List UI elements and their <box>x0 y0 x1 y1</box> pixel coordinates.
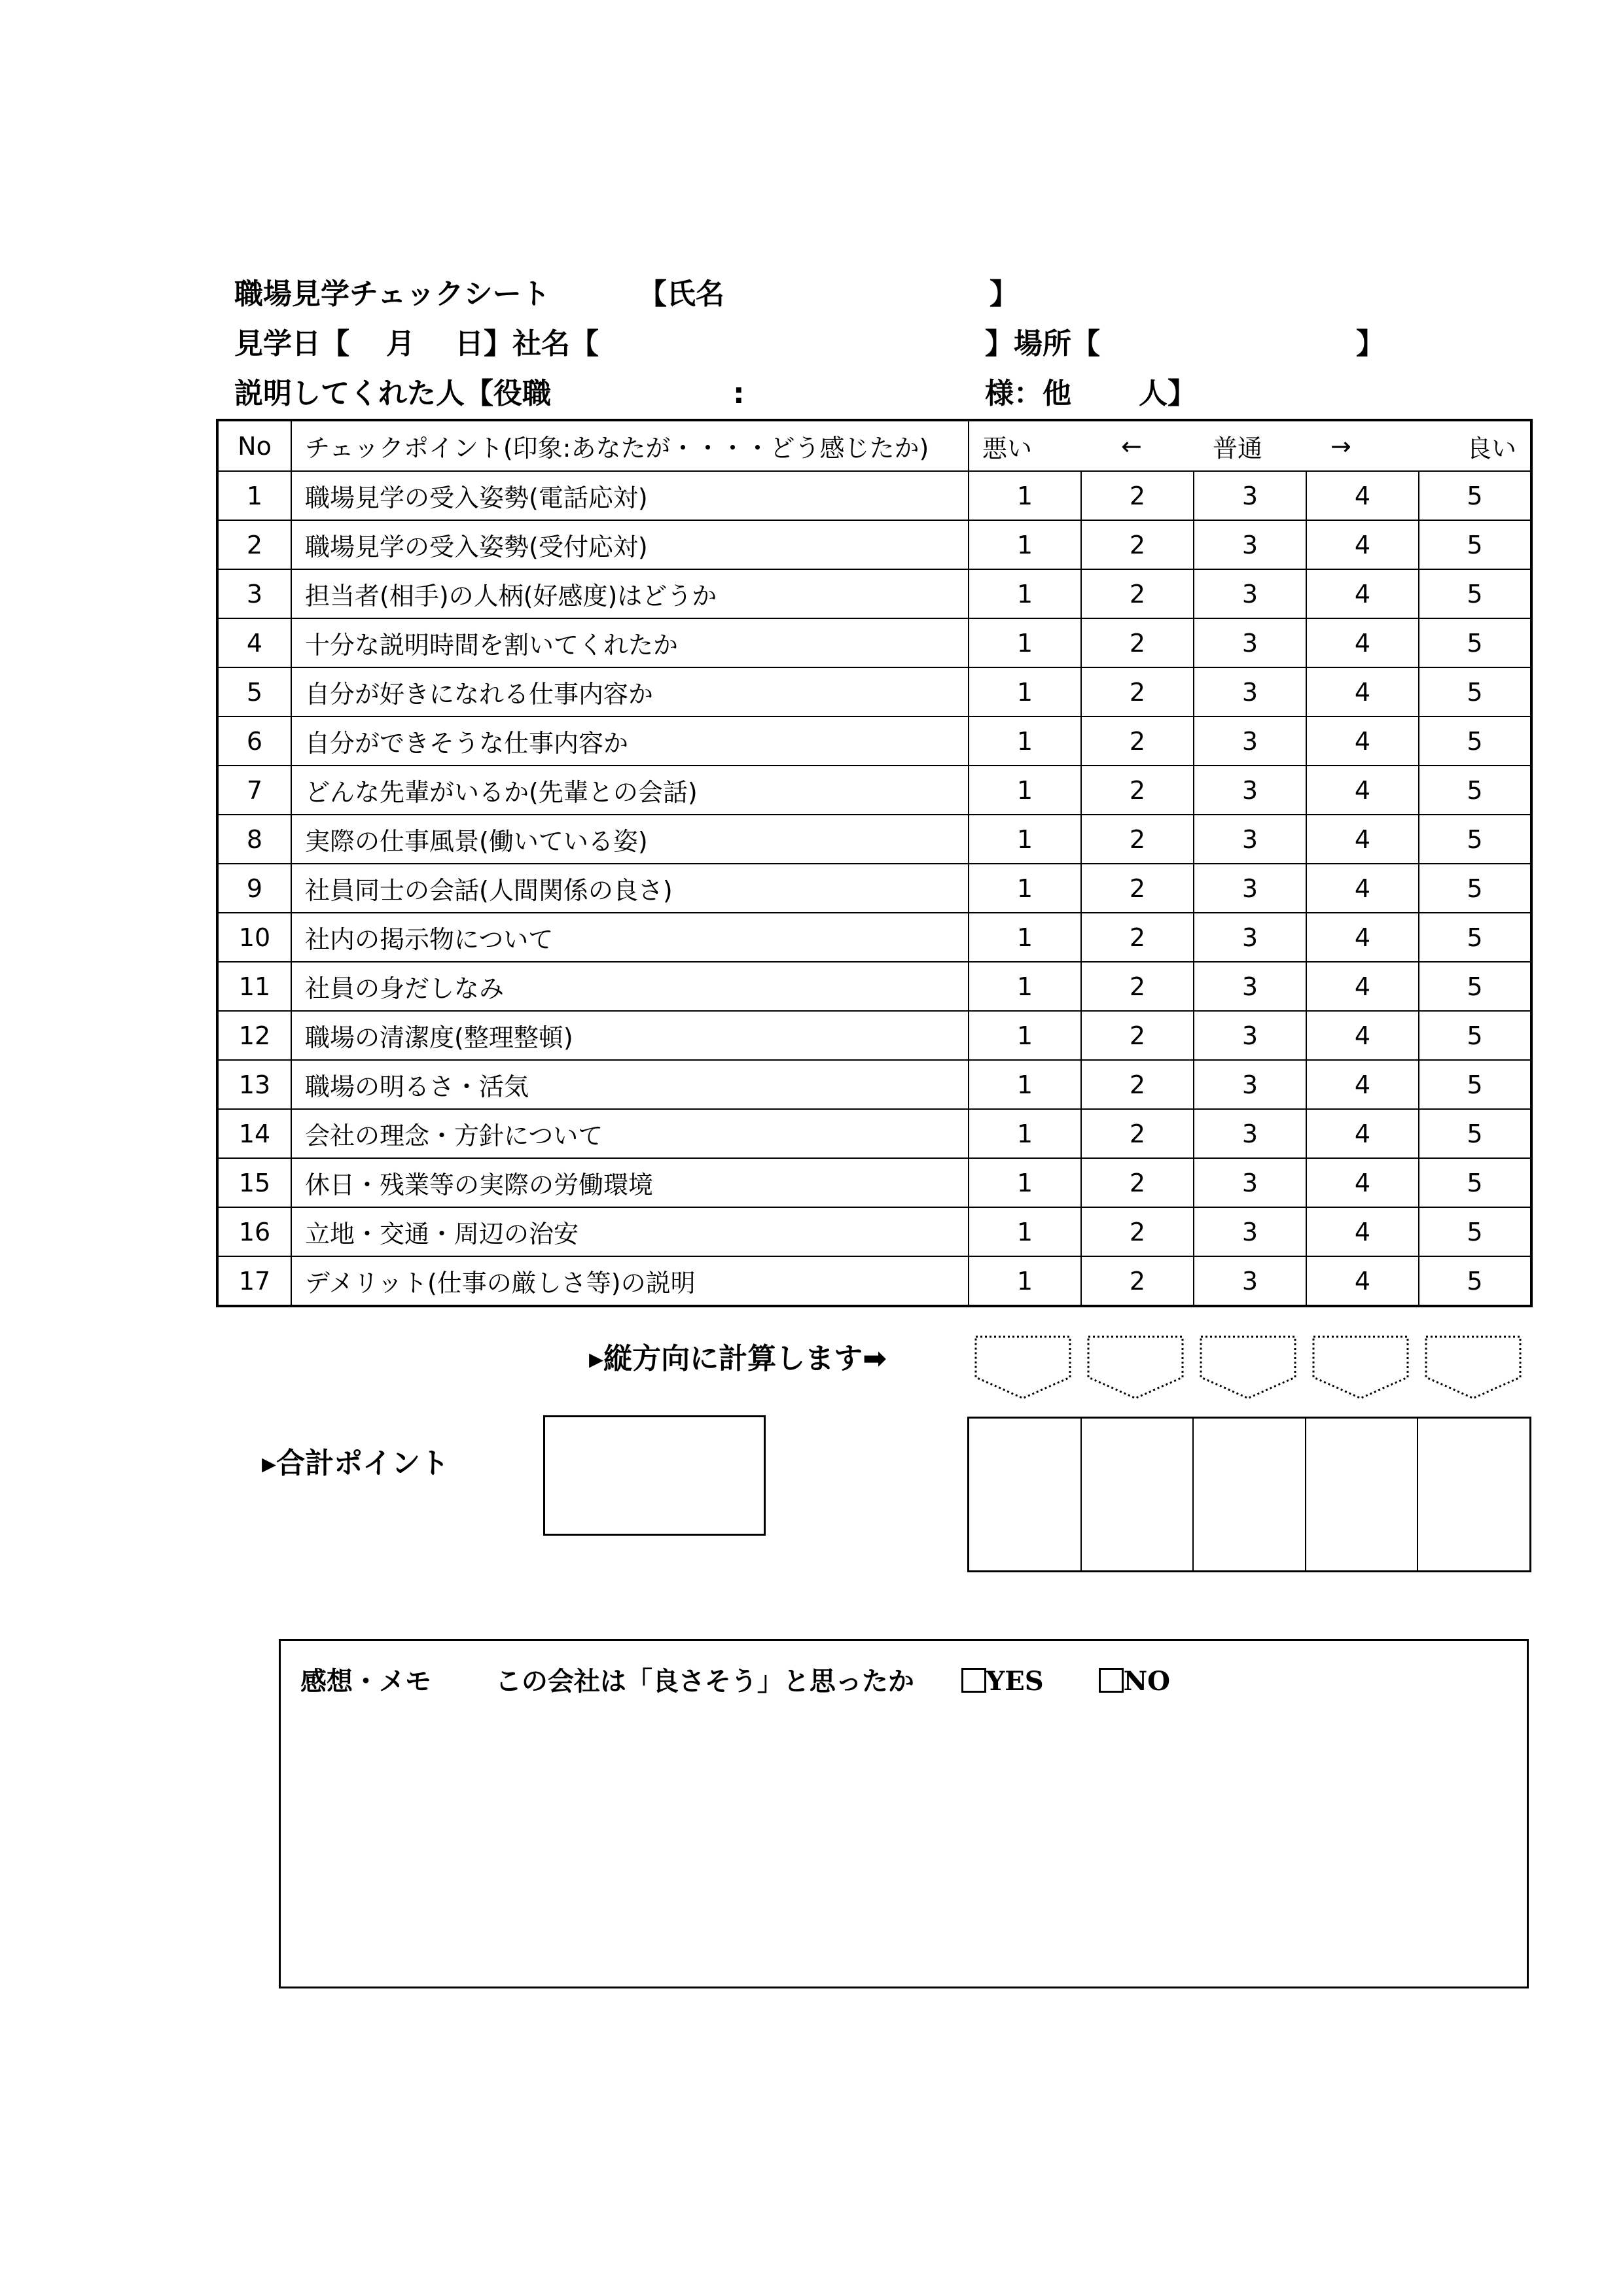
score-option-5[interactable]: 5 <box>1419 815 1531 864</box>
explainer-label: 説明してくれた人【役職 <box>234 377 551 410</box>
score-option-1[interactable]: 1 <box>969 520 1081 569</box>
score-option-4[interactable]: 4 <box>1306 716 1419 766</box>
score-option-1[interactable]: 1 <box>969 962 1081 1011</box>
score-option-1[interactable]: 1 <box>969 1109 1081 1158</box>
score-option-5[interactable]: 5 <box>1419 1060 1531 1109</box>
score-option-2[interactable]: 2 <box>1081 962 1194 1011</box>
check-table <box>216 419 1533 1307</box>
score-option-2[interactable]: 2 <box>1081 864 1194 913</box>
row-number: 14 <box>217 1109 291 1158</box>
no-checkbox[interactable] <box>1099 1668 1124 1693</box>
score-option-2[interactable]: 2 <box>1081 913 1194 962</box>
score-option-1[interactable]: 1 <box>969 1207 1081 1256</box>
check-item: デメリット(仕事の厳しさ等)の説明 <box>291 1256 969 1306</box>
score-option-5[interactable]: 5 <box>1419 520 1531 569</box>
score-option-5[interactable]: 5 <box>1419 716 1531 766</box>
memo-header <box>300 1661 1170 1698</box>
score-option-2[interactable]: 2 <box>1081 1011 1194 1060</box>
score-option-3[interactable]: 3 <box>1194 962 1306 1011</box>
score-option-4[interactable]: 4 <box>1306 1060 1419 1109</box>
score-option-5[interactable]: 5 <box>1419 913 1531 962</box>
score-option-1[interactable]: 1 <box>969 815 1081 864</box>
score-option-4[interactable]: 4 <box>1306 864 1419 913</box>
score-option-2[interactable]: 2 <box>1081 618 1194 667</box>
score-option-1[interactable]: 1 <box>969 471 1081 520</box>
table-row <box>217 913 1531 962</box>
row-number: 11 <box>217 962 291 1011</box>
place-label: 】場所【 <box>985 327 1100 361</box>
column-sum-grid <box>967 1417 1531 1572</box>
score-option-1[interactable]: 1 <box>969 913 1081 962</box>
table-header-row <box>217 420 1531 471</box>
check-item: 実際の仕事風景(働いている姿) <box>291 815 969 864</box>
table-row <box>217 766 1531 815</box>
memo-label: 感想・メモ <box>300 1666 431 1697</box>
scale-right-arrow: → <box>1330 431 1351 461</box>
score-option-3[interactable]: 3 <box>1194 913 1306 962</box>
row-number: 13 <box>217 1060 291 1109</box>
sama-label: 様：他 <box>985 377 1071 410</box>
table-row <box>217 667 1531 716</box>
check-item: 会社の理念・方針について <box>291 1109 969 1158</box>
table-row <box>217 1158 1531 1207</box>
row-number: 16 <box>217 1207 291 1256</box>
pentagon-marker-5 <box>1424 1335 1522 1400</box>
item-header: チェックポイント(印象:あなたが・・・・どう感じたか) <box>291 420 969 471</box>
score-option-5[interactable]: 5 <box>1419 471 1531 520</box>
score-option-5[interactable]: 5 <box>1419 1011 1531 1060</box>
score-option-2[interactable]: 2 <box>1081 1256 1194 1306</box>
no-label: NO <box>1123 1666 1170 1697</box>
scale-normal-label: 普通 <box>1213 434 1263 463</box>
sum-cell-5[interactable] <box>1417 1419 1529 1570</box>
score-option-1[interactable]: 1 <box>969 1011 1081 1060</box>
row-number: 10 <box>217 913 291 962</box>
table-row <box>217 962 1531 1011</box>
score-option-2[interactable]: 2 <box>1081 815 1194 864</box>
score-option-4[interactable]: 4 <box>1306 618 1419 667</box>
score-option-5[interactable]: 5 <box>1419 1207 1531 1256</box>
score-option-1[interactable]: 1 <box>969 618 1081 667</box>
score-option-1[interactable]: 1 <box>969 766 1081 815</box>
score-option-1[interactable]: 1 <box>969 1158 1081 1207</box>
score-option-3[interactable]: 3 <box>1194 1109 1306 1158</box>
score-option-2[interactable]: 2 <box>1081 569 1194 618</box>
score-option-3[interactable]: 3 <box>1194 520 1306 569</box>
check-item: どんな先輩がいるか(先輩との会話) <box>291 766 969 815</box>
score-option-5[interactable]: 5 <box>1419 1158 1531 1207</box>
memo-question: この会社は「良さそう」と思ったか <box>495 1666 914 1697</box>
score-option-4[interactable]: 4 <box>1306 1158 1419 1207</box>
score-option-2[interactable]: 2 <box>1081 1109 1194 1158</box>
check-item: 自分ができそうな仕事内容か <box>291 716 969 766</box>
row-number: 1 <box>217 471 291 520</box>
calc-instruction: ▸縦方向に計算します➡ <box>589 1342 887 1375</box>
score-option-5[interactable]: 5 <box>1419 962 1531 1011</box>
scale-header <box>969 420 1531 471</box>
check-item: 立地・交通・周辺の治安 <box>291 1207 969 1256</box>
table-row <box>217 1011 1531 1060</box>
table-row <box>217 618 1531 667</box>
score-option-2[interactable]: 2 <box>1081 667 1194 716</box>
score-option-4[interactable]: 4 <box>1306 962 1419 1011</box>
memo-box[interactable] <box>279 1639 1529 1988</box>
score-option-3[interactable]: 3 <box>1194 766 1306 815</box>
score-option-1[interactable]: 1 <box>969 569 1081 618</box>
score-option-2[interactable]: 2 <box>1081 766 1194 815</box>
sum-cell-2[interactable] <box>1080 1419 1193 1570</box>
check-item: 社員同士の会話(人間関係の良さ) <box>291 864 969 913</box>
score-option-4[interactable]: 4 <box>1306 1207 1419 1256</box>
score-option-3[interactable]: 3 <box>1194 815 1306 864</box>
table-row <box>217 520 1531 569</box>
row-number: 15 <box>217 1158 291 1207</box>
visit-date-label: 見学日【 <box>234 327 349 361</box>
pentagon-marker-3 <box>1199 1335 1297 1400</box>
check-item: 自分が好きになれる仕事内容か <box>291 667 969 716</box>
row-number: 4 <box>217 618 291 667</box>
score-option-5[interactable]: 5 <box>1419 864 1531 913</box>
no-header: No <box>217 420 291 471</box>
score-option-4[interactable]: 4 <box>1306 1011 1419 1060</box>
check-item: 職場見学の受入姿勢(電話応対) <box>291 471 969 520</box>
sum-cell-1[interactable] <box>969 1419 1080 1570</box>
score-option-4[interactable]: 4 <box>1306 569 1419 618</box>
score-option-5[interactable]: 5 <box>1419 569 1531 618</box>
name-label: 【氏名 <box>638 277 724 311</box>
row-number: 7 <box>217 766 291 815</box>
row-number: 2 <box>217 520 291 569</box>
score-option-2[interactable]: 2 <box>1081 1207 1194 1256</box>
score-option-1[interactable]: 1 <box>969 667 1081 716</box>
table-row <box>217 716 1531 766</box>
people-label: 人】 <box>1139 377 1196 410</box>
score-option-4[interactable]: 4 <box>1306 1109 1419 1158</box>
scale-good-label: 良い <box>1467 434 1517 463</box>
row-number: 5 <box>217 667 291 716</box>
score-option-2[interactable]: 2 <box>1081 1158 1194 1207</box>
scale-bad-label: 悪い <box>982 434 1033 463</box>
explainer-colon: : <box>733 377 745 410</box>
score-option-3[interactable]: 3 <box>1194 1256 1306 1306</box>
score-option-1[interactable]: 1 <box>969 1060 1081 1109</box>
score-option-2[interactable]: 2 <box>1081 716 1194 766</box>
score-option-3[interactable]: 3 <box>1194 1158 1306 1207</box>
table-row <box>217 1256 1531 1306</box>
score-option-3[interactable]: 3 <box>1194 618 1306 667</box>
row-number: 6 <box>217 716 291 766</box>
place-close-bracket: 】 <box>1356 327 1385 361</box>
score-option-2[interactable]: 2 <box>1081 1060 1194 1109</box>
table-row <box>217 815 1531 864</box>
row-number: 12 <box>217 1011 291 1060</box>
sum-cell-4[interactable] <box>1305 1419 1418 1570</box>
name-close-bracket: 】 <box>990 277 1018 311</box>
pentagon-marker-1 <box>974 1335 1072 1400</box>
month-label: 月 <box>386 327 415 361</box>
check-item: 職場の明るさ・活気 <box>291 1060 969 1109</box>
score-option-3[interactable]: 3 <box>1194 1060 1306 1109</box>
sum-cell-3[interactable] <box>1192 1419 1305 1570</box>
scale-left-arrow: ← <box>1121 431 1142 461</box>
score-option-4[interactable]: 4 <box>1306 667 1419 716</box>
check-item: 職場見学の受入姿勢(受付応対) <box>291 520 969 569</box>
score-option-4[interactable]: 4 <box>1306 766 1419 815</box>
row-number: 9 <box>217 864 291 913</box>
check-item: 社内の掲示物について <box>291 913 969 962</box>
score-option-3[interactable]: 3 <box>1194 569 1306 618</box>
pentagon-marker-4 <box>1311 1335 1410 1400</box>
score-option-5[interactable]: 5 <box>1419 667 1531 716</box>
score-option-1[interactable]: 1 <box>969 864 1081 913</box>
score-option-3[interactable]: 3 <box>1194 1011 1306 1060</box>
total-points-box[interactable] <box>543 1415 766 1536</box>
row-number: 8 <box>217 815 291 864</box>
table-row <box>217 1060 1531 1109</box>
yes-checkbox[interactable] <box>961 1668 986 1693</box>
score-option-4[interactable]: 4 <box>1306 520 1419 569</box>
score-option-5[interactable]: 5 <box>1419 1256 1531 1306</box>
score-option-4[interactable]: 4 <box>1306 913 1419 962</box>
total-points-label: ▸合計ポイント <box>262 1447 450 1480</box>
table-row <box>217 471 1531 520</box>
score-option-4[interactable]: 4 <box>1306 815 1419 864</box>
score-option-2[interactable]: 2 <box>1081 471 1194 520</box>
table-row <box>217 1207 1531 1256</box>
score-option-5[interactable]: 5 <box>1419 1109 1531 1158</box>
score-option-1[interactable]: 1 <box>969 1256 1081 1306</box>
yes-label: YES <box>986 1666 1044 1697</box>
check-item: 十分な説明時間を割いてくれたか <box>291 618 969 667</box>
score-option-3[interactable]: 3 <box>1194 471 1306 520</box>
score-option-3[interactable]: 3 <box>1194 667 1306 716</box>
table-row <box>217 1109 1531 1158</box>
check-item: 職場の清潔度(整理整頓) <box>291 1011 969 1060</box>
table-row <box>217 569 1531 618</box>
company-label: 日】社名【 <box>455 327 599 361</box>
sheet-title: 職場見学チェックシート <box>234 277 550 311</box>
score-option-5[interactable]: 5 <box>1419 766 1531 815</box>
check-item: 休日・残業等の実際の労働環境 <box>291 1158 969 1207</box>
score-option-3[interactable]: 3 <box>1194 1207 1306 1256</box>
row-number: 17 <box>217 1256 291 1306</box>
check-item: 社員の身だしなみ <box>291 962 969 1011</box>
score-option-4[interactable]: 4 <box>1306 1256 1419 1306</box>
score-option-4[interactable]: 4 <box>1306 471 1419 520</box>
pentagon-marker-2 <box>1086 1335 1185 1400</box>
score-option-5[interactable]: 5 <box>1419 618 1531 667</box>
check-item: 担当者(相手)の人柄(好感度)はどうか <box>291 569 969 618</box>
row-number: 3 <box>217 569 291 618</box>
score-option-3[interactable]: 3 <box>1194 716 1306 766</box>
score-option-2[interactable]: 2 <box>1081 520 1194 569</box>
score-option-1[interactable]: 1 <box>969 716 1081 766</box>
table-row <box>217 864 1531 913</box>
score-option-3[interactable]: 3 <box>1194 864 1306 913</box>
